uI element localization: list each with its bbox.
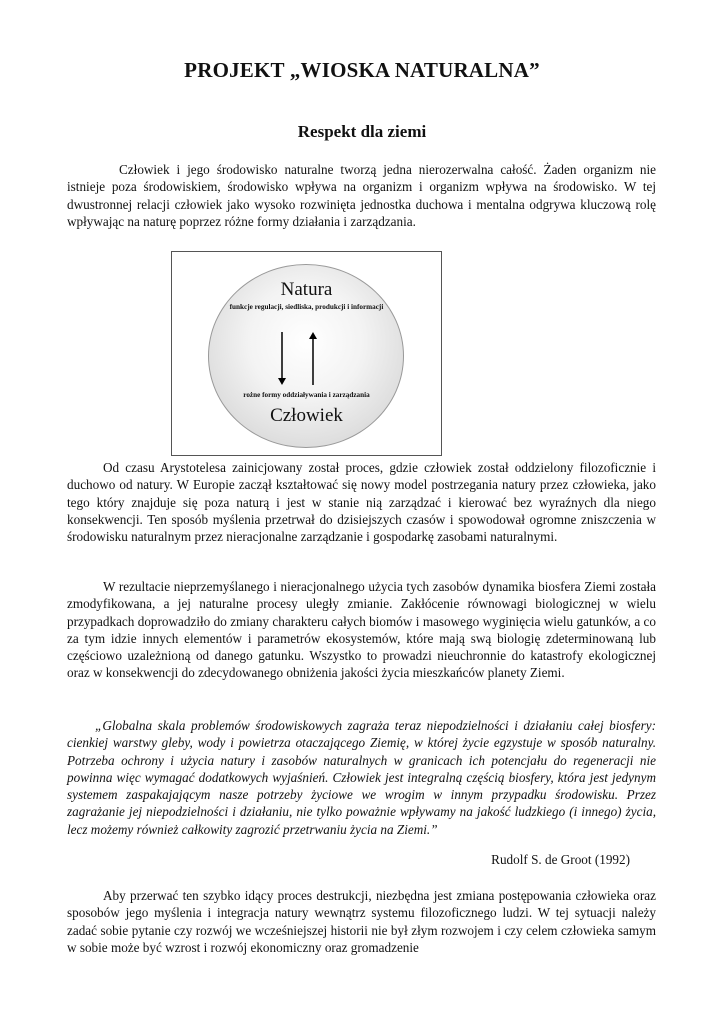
intro-paragraph: Człowiek i jego środowisko naturalne tworzą jedna nierozerwalna całość. Żaden organizm nie istnieje poza środowiskiem, środowisko wpływa na organizm i organizm wpływa na środowisko. W tej dwustronnej relacji człowiek jako wysoko rozwinięta jednostka duchowa i mentalna odgrywa kluczową rolę wpływając na naturę poprzez różne formy działania i zarządzania. xyxy=(67,162,656,229)
diagram-human-label: Człowiek xyxy=(270,405,343,426)
diagram-nature-functions: funkcje regulacji, siedliska, produkcji i informacji xyxy=(229,303,384,311)
diagram-human-actions: rożne formy oddziaływania i zarządzania xyxy=(243,391,370,399)
paragraph-3: W rezultacie nieprzemyślanego i nieracjonalnego użycia tych zasobów dynamika biosfera Ziemi została zmodyfikowana, a jej naturalne procesy uległy zmianie. Zakłócenie równowagi biologicznej w wielu przypadkach doprowadziło do zmiany charakteru całych biomów i masowego wyginięcia wielu gatunków, a co za tym idzie innych elementów i parametrów ekosystemów, które mają swą biologię zdeterminowaną lub częściowo uzależnioną od danego gatunku. Wszystko to prowadzi nieuchronnie do katastrofy ekologicznej oraz w konsekwencji do zdecydowanego obniżenia jakości życia mieszkańców planety Ziemi. xyxy=(67,579,656,681)
document-subtitle: Respekt dla ziemi xyxy=(297,122,427,141)
diagram-nature-label: Natura xyxy=(280,279,333,300)
paragraph-4: Aby przerwać ten szybko idący proces destrukcji, niezbędna jest zmiana postępowania człowieka oraz sposobów jego myślenia i integracja natury wewnątrz systemu filozoficznego ludzi. W tej sytuacji należy zadać sobie pytanie czy rozwój we wcześniejszej historii nie był złym rozwojem i czy celem człowieka samym w sobie może być wzrost i rozwój ekonomiczny oraz gromadzenie xyxy=(67,888,656,955)
up-arrow-head xyxy=(309,332,317,339)
document-title: PROJEKT „WIOSKA NATURALNA” xyxy=(184,58,540,82)
down-arrow-head xyxy=(278,378,286,385)
paragraph-2: Od czasu Arystotelesa zainicjowany został proces, gdzie człowiek został oddzielony filozoficznie i duchowo od natury. W Europie zaczął kształtować się nowy model postrzegania natury przez człowieka, jako tego który znajduje się poza naturą i jest w stanie nią zarządzać i kierować bez wyraźnych dla niego konsekwencji. Ten sposób myślenia przetrwał do dzisiejszych czasów i spowodował ogromne zniszczenia w środowisku naturalnym przez nieracjonalne zarządzanie i gospodarkę zasobami naturalnymi. xyxy=(67,460,656,545)
nature-human-diagram xyxy=(171,251,442,456)
quote-paragraph: „Globalna skala problemów środowiskowych zagraża teraz niepodzielności i działaniu całej biosfery: cienkiej warstwy gleby, wody i powietrza otaczającego Ziemię, w której życie egzystuje w sposób naturalny. Potrzeba ochrony i użycia natury i zasobów naturalnych w granicach ich potencjału do regeneracji nie powinna więc wymagać dodatkowych wyjaśnień. Człowiek jest integralną częścią biosfery, która jest jedynym systemem zaspakajającym nasze potrzeby życiowe we wrogim w innym przypadku środowisku. Przez zagrażanie jej niepodzielności i działaniu, nie tylko poważnie wpływamy na jakość ludzkiego (i innego) życia, lecz możemy również całkowity zagrozić przetrwaniu życia na Ziemi.” xyxy=(67,718,656,837)
quote-attribution: Rudolf S. de Groot (1992) xyxy=(491,852,630,867)
